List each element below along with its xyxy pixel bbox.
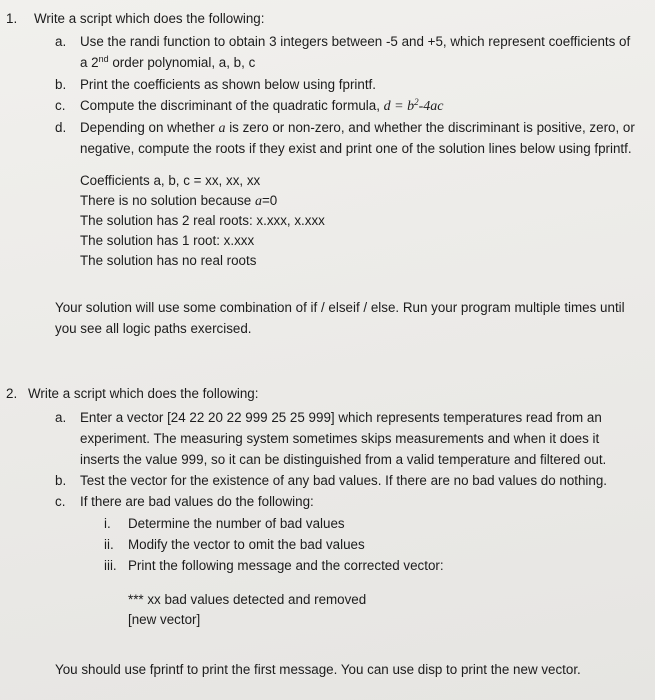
q2-c-sub-text: Print the following message and the corrected vector: [128, 558, 444, 573]
q1-d-text: Depending on whether a is zero or non-zero, and whether the discriminant is positive, zero, or [80, 120, 635, 136]
output-line-one-root: The solution has 1 root: x.xxx [80, 233, 255, 248]
q2-c-sub-text: Modify the vector to omit the bad values [128, 537, 365, 552]
q1-a-label: a. [55, 34, 67, 49]
output-line-two-roots: The solution has 2 real roots: x.xxx, x.xxx [80, 213, 325, 228]
output-line-bad-values: *** xx bad values detected and removed [128, 592, 367, 607]
q2-c-sub-label: ii. [104, 537, 114, 552]
output-line-no-solution: There is no solution because a=0 [80, 193, 278, 209]
q2-c-sub-label: i. [104, 516, 111, 531]
q2-c-sub-label: iii. [104, 558, 117, 573]
q1-number: 1. [6, 11, 18, 26]
q1-d-continuation: negative, compute the roots if they exist and print one of the solution lines below using fprintf. [80, 141, 632, 156]
q1-c-text: Compute the discriminant of the quadratic formula, $d = b^2-4ac$ [80, 97, 444, 114]
q2-b-text: Test the vector for the existence of any bad values. If there are no bad values do nothing. [80, 473, 608, 488]
output-line-coefficients: Coefficients a, b, c = xx, xx, xx [80, 173, 261, 188]
q2-c-text: If there are bad values do the following: [80, 494, 314, 509]
q1-note-line1: Your solution will use some combination of if / elseif / else. Run your program multiple times until [55, 300, 625, 315]
q1-note-line2: you see all logic paths exercised. [55, 321, 252, 336]
q2-c-label: c. [55, 494, 66, 509]
q1-a-continuation: a 2nd order polynomial, a, b, c [80, 54, 256, 70]
q1-a-text: Use the randi function to obtain 3 integers between -5 and +5, which represent coefficients of [80, 34, 631, 49]
discriminant-formula: $d = b^2-4ac$ [383, 97, 444, 114]
q1-b-text: Print the coefficients as shown below using fprintf. [80, 77, 376, 92]
output-line-new-vector: [new vector] [128, 612, 201, 627]
q2-a-line2: experiment. The measuring system sometimes skips measurements and when it does it [80, 431, 600, 446]
q2-a-label: a. [55, 410, 67, 425]
output-line-no-real-roots: The solution has no real roots [80, 253, 257, 268]
q2-intro: Write a script which does the following: [28, 386, 259, 401]
q1-d-label: d. [55, 120, 67, 135]
q1-b-label: b. [55, 77, 67, 92]
q2-c-sub-text: Determine the number of bad values [128, 516, 345, 531]
q2-b-label: b. [55, 473, 67, 488]
q1-intro: Write a script which does the following: [34, 11, 265, 26]
q2-number: 2. [6, 386, 18, 401]
q2-note: You should use fprintf to print the first message. You can use disp to print the new vector. [55, 662, 581, 677]
q2-a-line3: inserts the value 999, so it can be distinguished from a valid temperature and filtered out. [80, 452, 607, 467]
q2-a-line1: Enter a vector [24 22 20 22 999 25 25 999] which represents temperatures read from an [80, 410, 602, 425]
q1-c-label: c. [55, 98, 66, 113]
